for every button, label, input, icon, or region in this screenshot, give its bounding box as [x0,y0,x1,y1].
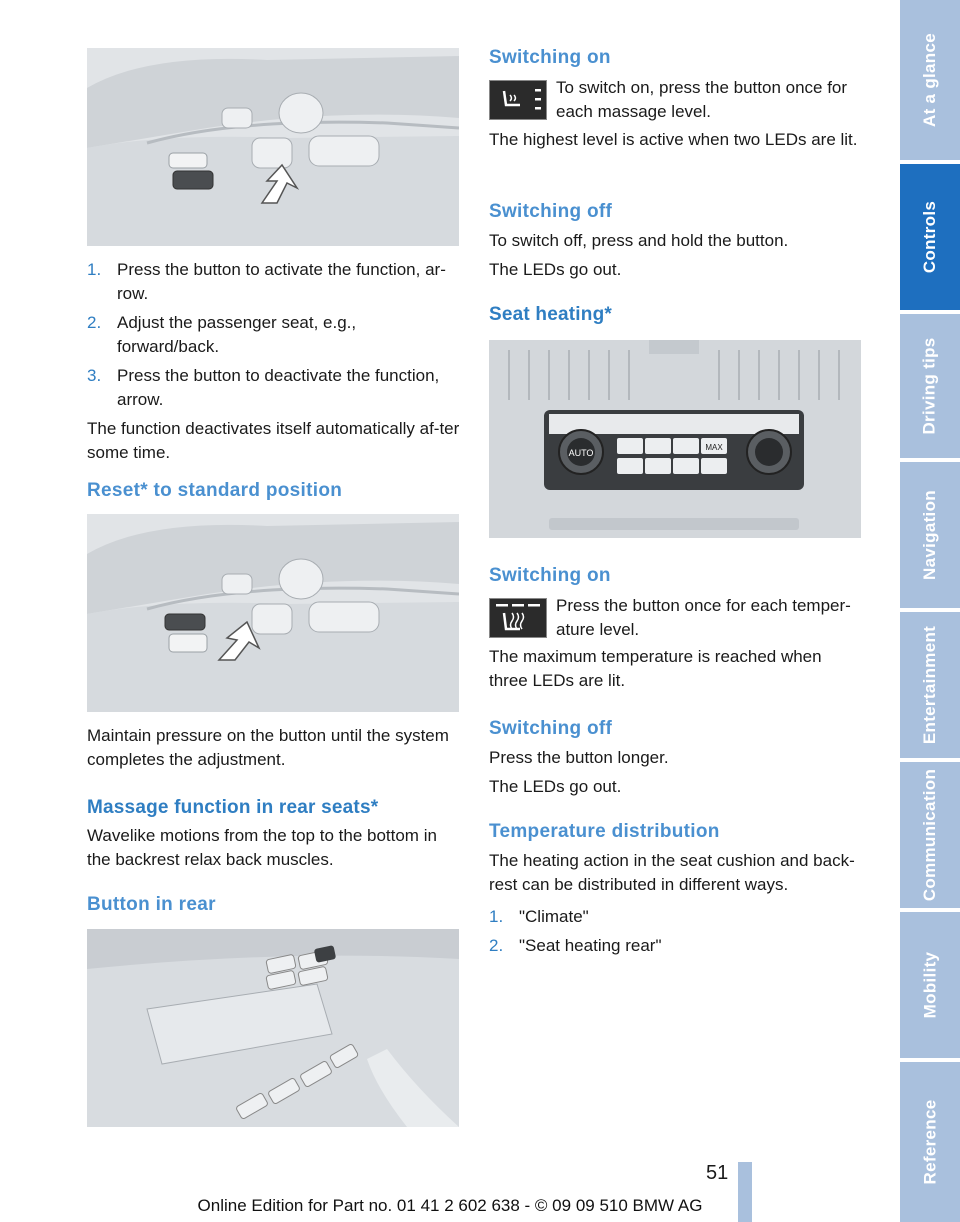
massage-heading: Massage function in rear seats* [87,797,379,818]
seat-heating-button-icon [489,598,547,638]
tab-entertainment[interactable] [900,612,960,758]
page-number: 51 [706,1162,729,1184]
maintain-pressure-text: Maintain pressure on the button until the system completes the adjustment. [87,726,449,769]
rear-door-buttons-illustration [87,929,459,1127]
temperature-distribution-text: The heating action in the seat cushion and back-rest can be distributed in different ways. [489,851,855,894]
leds-go-out-text: The LEDs go out. [489,260,622,279]
list-number: 2. [489,936,504,955]
list-item [87,311,462,359]
list-item [87,364,462,412]
list-number: 2. [87,313,102,332]
list-number: 3. [87,366,102,385]
auto-deactivate-text: The function deactivates itself automatically af-ter some time. [87,419,460,462]
list-text: "Seat heating rear" [519,936,662,955]
list-text: Press the button to deactivate the function, arrow. [117,366,440,409]
switching-on-massage-text: To switch on, press the button once for each massage level. [556,78,848,121]
list-number: 1. [489,907,504,926]
max-label: MAX [705,443,723,452]
seat-control-illustration-reset [87,514,459,712]
tab-label: Driving tips [920,337,940,435]
tab-label: Entertainment [920,625,940,745]
tab-communication[interactable] [900,762,960,908]
activation-steps-list [87,258,462,465]
tab-at-a-glance[interactable] [900,0,960,160]
switching-on-massage-heading: Switching on [489,47,611,68]
switching-off-massage-heading: Switching off [489,201,613,222]
list-text: Press the button to activate the function, ar-row. [117,260,446,303]
tab-navigation[interactable] [900,462,960,608]
list-text: Adjust the passenger seat, e.g., forward/back. [117,313,357,356]
switching-on-heating-heading: Switching on [489,565,611,586]
auto-label: AUTO [568,448,594,458]
rear-climate-panel-illustration [489,340,861,538]
tab-reference[interactable] [900,1062,960,1222]
tab-label: Controls [920,200,940,274]
switching-off-heating-heading: Switching off [489,718,613,739]
switching-off-massage-text: To switch off, press and hold the button. [489,231,789,250]
leds-go-out-text: The LEDs go out. [489,777,622,796]
tab-mobility[interactable] [900,912,960,1058]
seat-heating-heading: Seat heating* [489,304,612,325]
temperature-distribution-heading: Temperature distribution [489,821,720,842]
reset-heading: Reset* to standard position [87,480,343,501]
max-temp-text: The maximum temperature is reached when three LEDs are lit. [489,647,822,690]
tab-label: Reference [920,1099,940,1185]
tab-label: Mobility [920,951,939,1019]
list-text: "Climate" [519,907,589,926]
list-item [489,905,864,929]
highest-level-text: The highest level is active when two LEDs are lit. [489,130,858,149]
button-rear-heading: Button in rear [87,894,216,915]
list-number: 1. [87,260,102,279]
tab-label: Communication [920,768,940,902]
tab-controls[interactable] [900,164,960,310]
seat-control-illustration-activate [87,48,459,246]
massage-button-icon [489,80,547,120]
chapter-tabs [900,0,960,1222]
massage-text: Wavelike motions from the top to the bottom in the backrest relax back muscles. [87,826,437,869]
list-item [87,258,462,306]
tab-driving-tips[interactable] [900,314,960,458]
list-item [489,934,864,958]
distribution-list [489,905,864,958]
switching-on-heating-text: Press the button once for each temper-ature level. [556,596,851,639]
footer-text: Online Edition for Part no. 01 41 2 602 638 - © 09 09 510 BMW AG [197,1196,703,1215]
tab-label: At a glance [920,33,939,127]
switching-off-heating-text: Press the button longer. [489,748,669,767]
tab-label: Navigation [920,490,939,580]
